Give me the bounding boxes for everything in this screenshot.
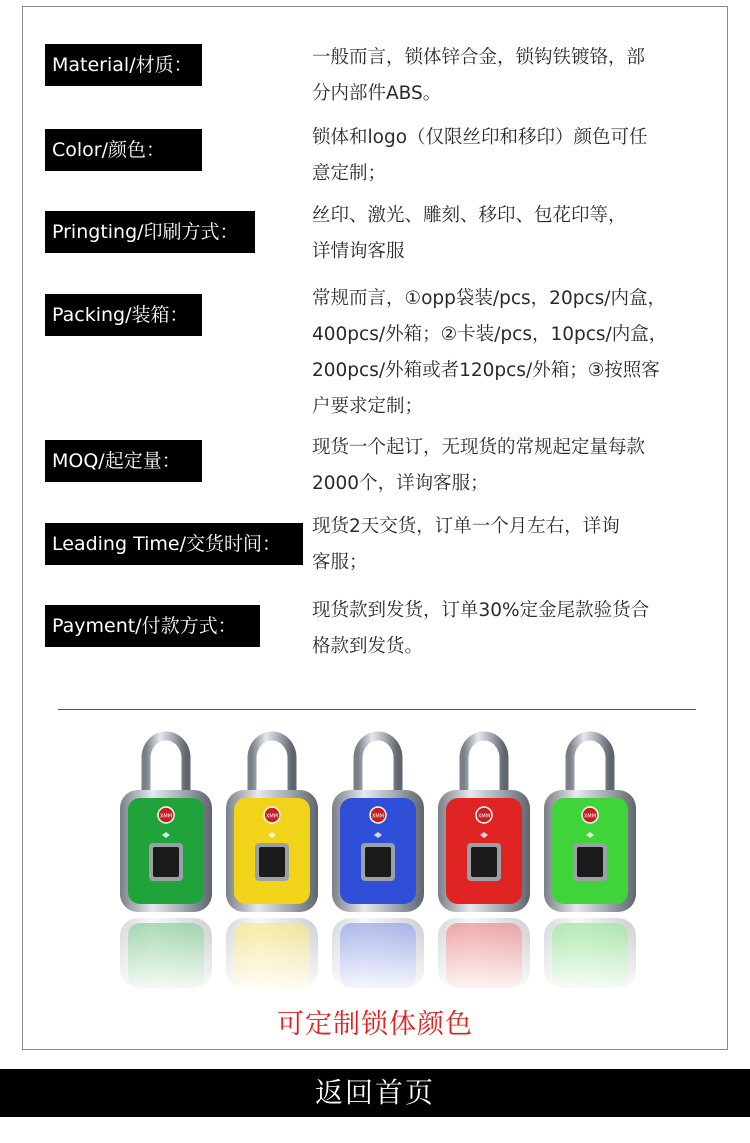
- spec-value: [312, 198, 712, 270]
- spec-label: MOQ/起定量：: [45, 440, 202, 482]
- spec-label: Payment/付款方式：: [45, 605, 260, 647]
- spec-label: Packing/装箱：: [45, 294, 202, 336]
- spec-value: [312, 593, 712, 665]
- padlock-reflection: [544, 918, 636, 988]
- padlock-reflection: [226, 918, 318, 988]
- padlock-product-image: [118, 718, 638, 998]
- spec-label: Color/颜色：: [45, 129, 202, 171]
- padlock-1: [120, 736, 212, 912]
- spec-value: [312, 509, 712, 581]
- svg-text:XMM: XMM: [371, 813, 385, 820]
- padlock-reflection: [120, 918, 212, 988]
- spec-value-line: 常规而言，①opp袋装/pcs，20pcs/内盒，: [312, 288, 667, 309]
- spec-value: [312, 120, 712, 192]
- spec-value-line: 详情询客服: [312, 241, 405, 262]
- spec-value-line: 现货款到发货，订单30%定金尾款验货合: [312, 600, 650, 621]
- padlock-reflection: [438, 918, 530, 988]
- customizable-color-caption: 可定制锁体颜色: [277, 1009, 473, 1040]
- spec-value-line: 2000个，详询客服；: [312, 473, 489, 494]
- spec-value: [312, 430, 712, 502]
- spec-value-line: 现货一个起订，无现货的常规起定量每款: [312, 437, 646, 458]
- spec-value-line: 分内部件ABS。: [312, 83, 442, 104]
- spec-value-line: 丝印、激光、雕刻、移印、包花印等，: [312, 205, 627, 226]
- spec-value-line: 格款到发货。: [312, 636, 424, 657]
- spec-value-line: 客服；: [312, 552, 368, 573]
- padlock-5: [544, 736, 636, 912]
- spec-label: Pringting/印刷方式：: [45, 211, 255, 253]
- back-to-home-button[interactable]: 返回首页: [0, 1069, 750, 1117]
- spec-value-line: 200pcs/外箱或者120pcs/外箱；③按照客: [312, 360, 660, 381]
- spec-value: [312, 40, 712, 112]
- padlock-4: [438, 736, 530, 912]
- spec-value-line: 意定制；: [312, 163, 387, 184]
- spec-value-line: 户要求定制；: [312, 396, 424, 417]
- section-divider: [58, 709, 696, 710]
- spec-value-line: 一般而言，锁体锌合金，锁钩铁镀铬，部: [312, 47, 646, 68]
- spec-value: [312, 281, 712, 425]
- padlock-reflection: [332, 918, 424, 988]
- spec-label: Leading Time/交货时间：: [45, 523, 303, 565]
- svg-text:XMM: XMM: [583, 813, 597, 820]
- padlock-3: [332, 736, 424, 912]
- svg-text:XMM: XMM: [477, 813, 491, 820]
- svg-text:XMM: XMM: [159, 813, 173, 820]
- spec-label: Material/材质：: [45, 44, 202, 86]
- spec-value-line: 现货2天交货，订单一个月左右，详询: [312, 516, 620, 537]
- spec-value-line: 400pcs/外箱；②卡装/pcs，10pcs/内盒，: [312, 324, 668, 345]
- padlock-2: [226, 736, 318, 912]
- spec-value-line: 锁体和logo（仅限丝印和移印）颜色可任: [312, 127, 648, 148]
- svg-text:XMM: XMM: [265, 813, 279, 820]
